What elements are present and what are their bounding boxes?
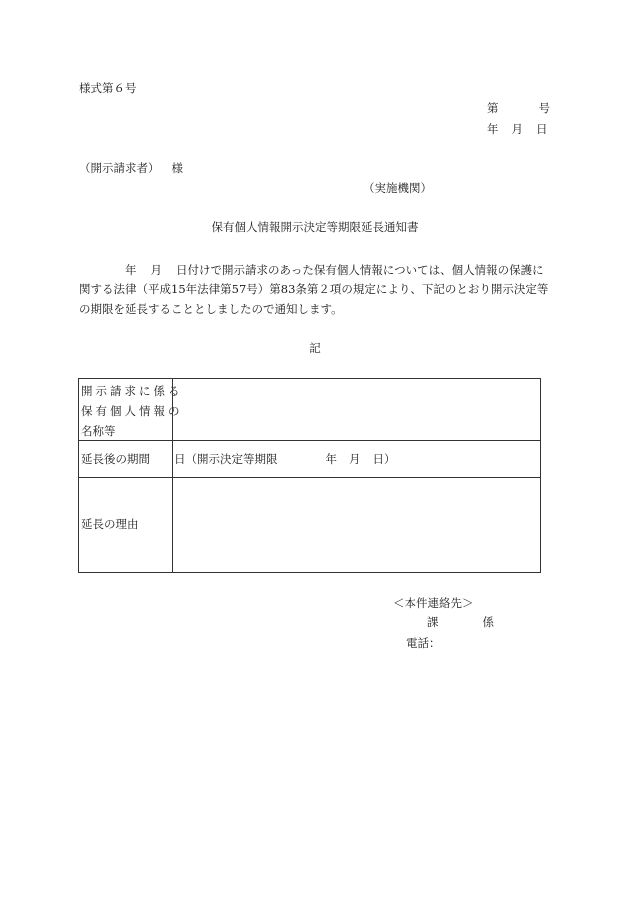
extended-period-label: 延長後の期間: [81, 452, 150, 466]
contact-heading: ＜本件連絡先＞: [393, 596, 474, 610]
contact-person: 係: [482, 615, 494, 629]
period-day: 日）: [372, 452, 396, 466]
extension-reason-label: 延長の理由: [81, 517, 139, 531]
contact-department: [427, 617, 494, 629]
period-month: 月: [349, 452, 361, 466]
table-row-extension-reason: [79, 478, 540, 572]
table-row-info-name: [79, 379, 540, 441]
addressee-name: （開示請求者）: [79, 161, 160, 175]
ki-heading: 記: [309, 341, 321, 355]
contact-section: 課: [427, 615, 439, 629]
period-year: 年: [325, 452, 337, 466]
body-paragraph-line-2: 関する法律（平成15年法律第57号）第83条第２項の規定により、下記のとおり開示決定等: [79, 282, 549, 296]
body-line-1-text: 日付けで開示請求のあった保有個人情報については、個人情報の保護に: [176, 263, 544, 277]
addressee-honorific: 様: [171, 161, 183, 175]
date-month: 月: [511, 122, 523, 136]
issue-date: [487, 124, 548, 136]
body-year: 年: [125, 263, 137, 277]
info-name-label-line-3: 名称等: [81, 424, 116, 438]
document-title: 保有個人情報開示決定等期限延長通知書: [211, 220, 419, 234]
document-number: [487, 103, 550, 115]
info-name-label-line-1: 開示請求に係る: [81, 384, 183, 398]
doc-number-prefix: 第: [487, 101, 499, 115]
addressee: [79, 163, 183, 175]
table-row-extended-period: [79, 441, 540, 478]
period-prefix: 日（開示決定等期限: [174, 452, 278, 466]
details-table: [78, 378, 541, 573]
issuing-agency: （実施機関）: [363, 181, 432, 195]
doc-number-suffix: 号: [538, 101, 550, 115]
column-divider: [172, 478, 173, 572]
date-year: 年: [487, 122, 499, 136]
form-number: 様式第６号: [79, 81, 137, 95]
column-divider: [172, 379, 173, 440]
contact-phone: 電話：: [406, 636, 441, 650]
info-name-label: [81, 381, 183, 441]
info-name-label-line-2: 保有個人情報の: [81, 404, 183, 418]
body-paragraph-line-3: の期限を延長することとしましたので通知します。: [79, 302, 343, 316]
date-day: 日: [536, 122, 548, 136]
body-paragraph-line-1: [79, 265, 544, 277]
column-divider: [172, 441, 173, 477]
body-month: 月: [150, 263, 162, 277]
extended-period-value: [174, 454, 396, 466]
